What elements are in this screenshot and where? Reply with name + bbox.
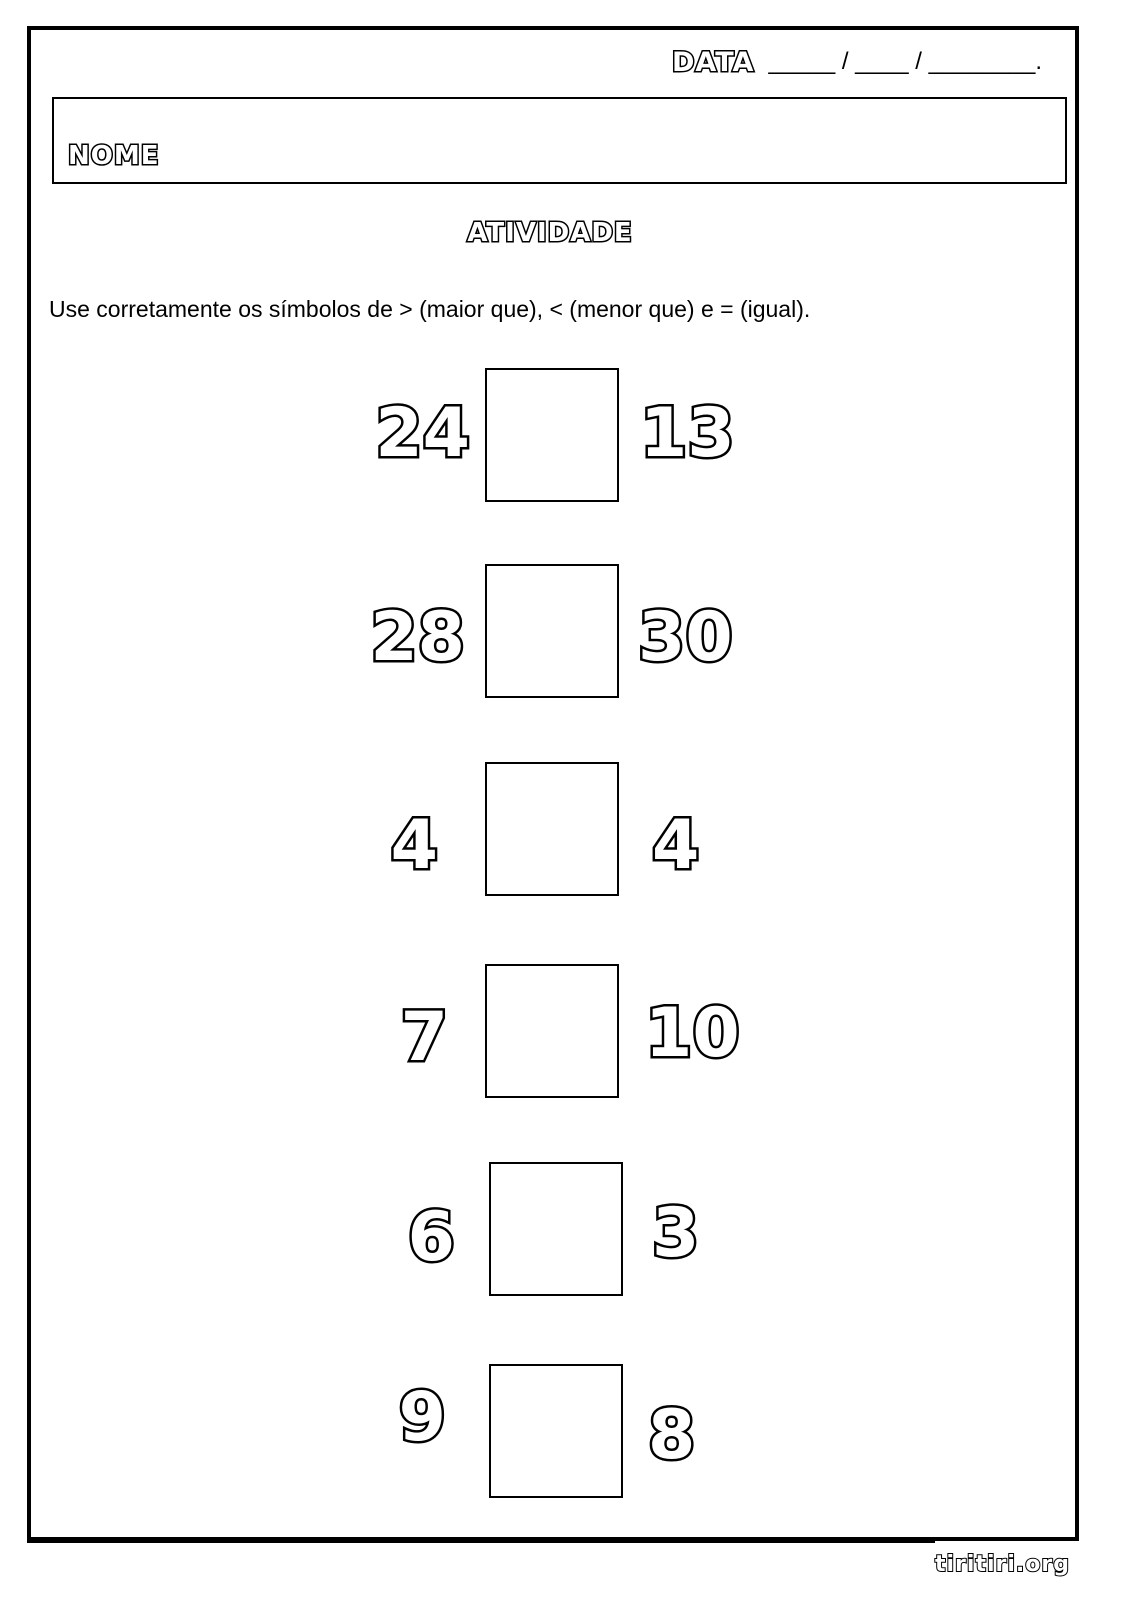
comparison-row: [0, 762, 1132, 896]
answer-box[interactable]: [485, 564, 619, 698]
date-label: DATA: [672, 46, 755, 78]
comparison-row: [0, 1162, 1132, 1296]
left-number: 9: [398, 1378, 446, 1457]
answer-box[interactable]: [485, 964, 619, 1098]
name-field[interactable]: [52, 97, 1067, 184]
activity-title: ATIVIDADE: [467, 218, 633, 248]
answer-box[interactable]: [485, 762, 619, 896]
left-number: 7: [400, 998, 448, 1077]
comparison-row: [0, 964, 1132, 1098]
left-number: 4: [390, 806, 438, 885]
footer-divider: [27, 1539, 935, 1543]
instruction-text: Use corretamente os símbolos de > (maior que), < (menor que) e = (igual).: [49, 296, 811, 322]
left-number: 6: [407, 1198, 455, 1277]
answer-box[interactable]: [485, 368, 619, 502]
comparison-row: [0, 368, 1132, 502]
right-number: 30: [638, 598, 733, 677]
comparison-row: [0, 564, 1132, 698]
comparison-row: [0, 1364, 1132, 1498]
right-number: 4: [652, 806, 700, 885]
name-label: NOME: [68, 141, 160, 171]
answer-box[interactable]: [489, 1162, 623, 1296]
right-number: 13: [640, 394, 735, 473]
date-field[interactable]: _____ / ____ / ________.: [768, 48, 1043, 75]
answer-box[interactable]: [489, 1364, 623, 1498]
left-number: 24: [375, 394, 470, 473]
watermark: tiritiri.org: [935, 1552, 1070, 1577]
left-number: 28: [370, 598, 465, 677]
right-number: 10: [645, 994, 740, 1073]
right-number: 3: [652, 1194, 700, 1273]
right-number: 8: [648, 1396, 696, 1475]
date-row: [672, 44, 1042, 80]
